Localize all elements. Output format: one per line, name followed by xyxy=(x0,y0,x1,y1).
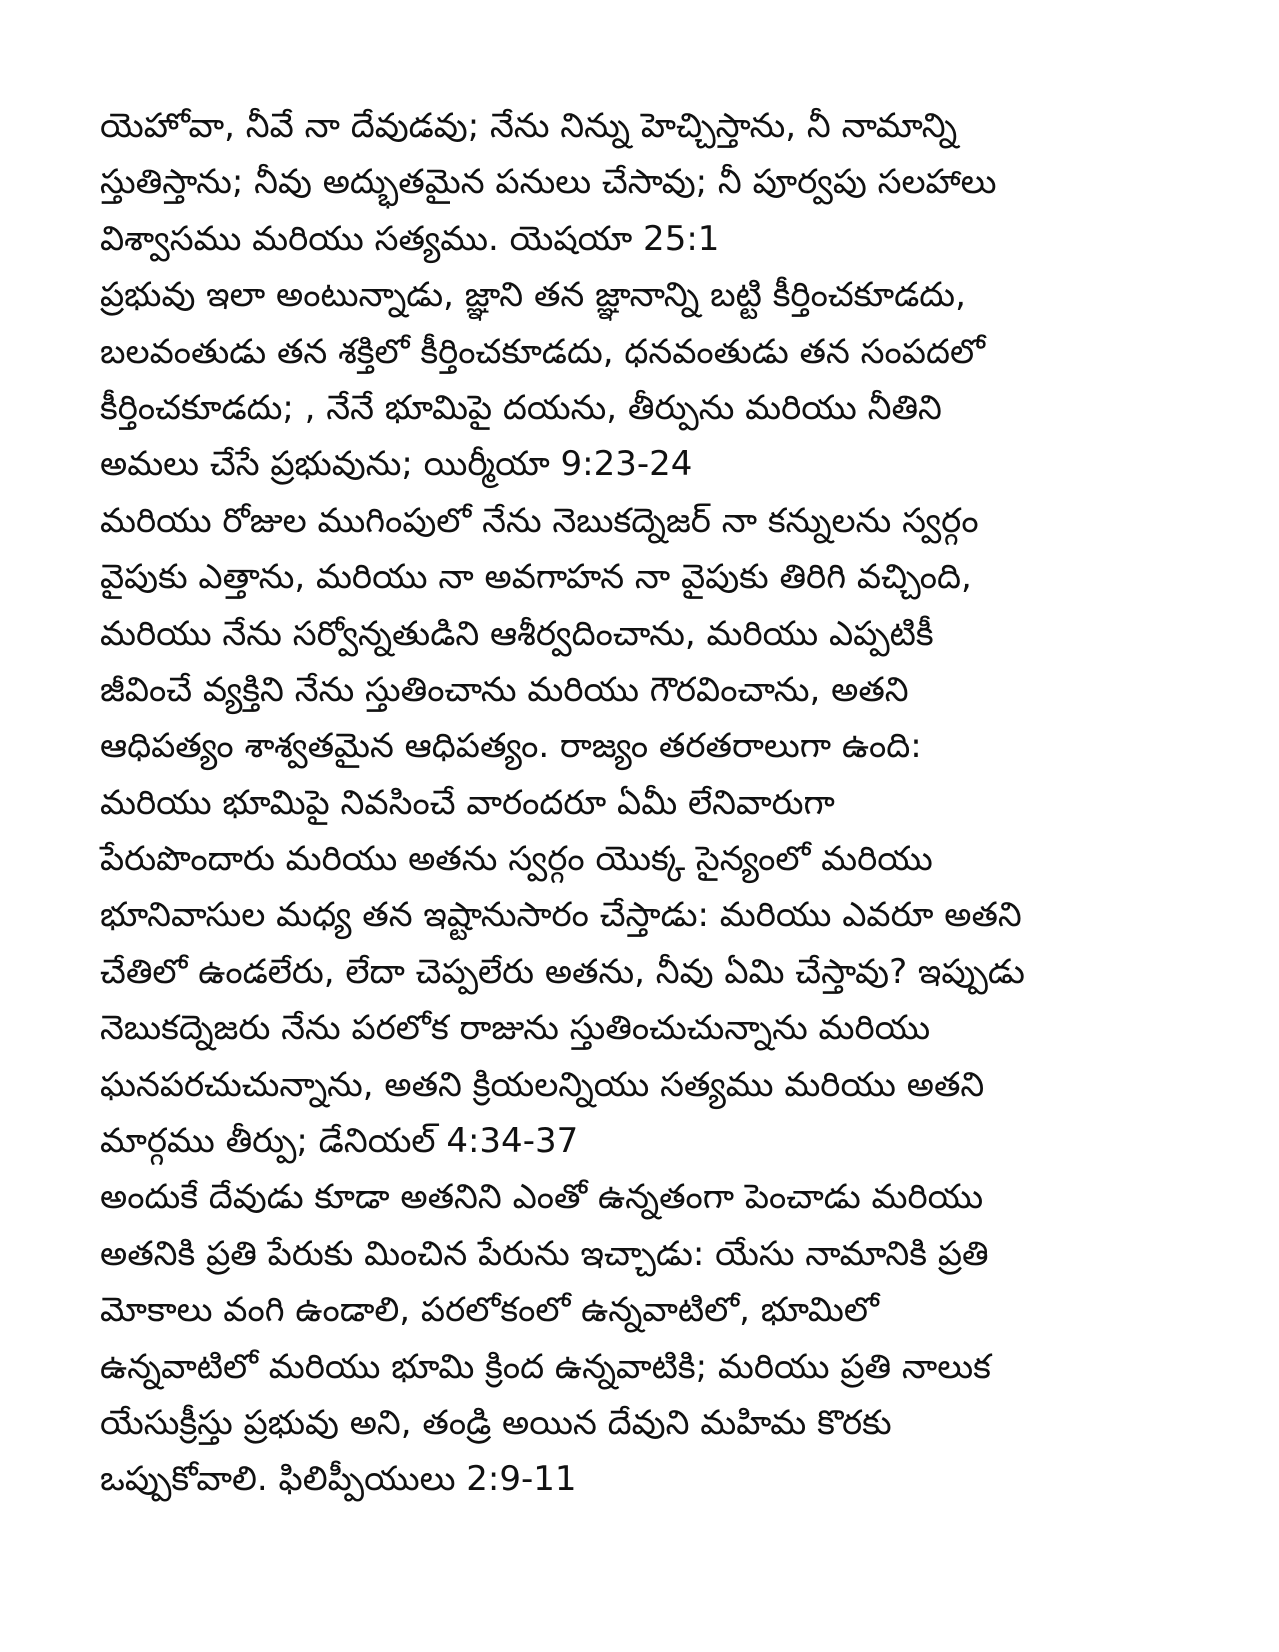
text-line: మోకాలు వంగి ఉండాలి, పరలోకంలో ఉన్నవాటిలో, భూమిలో xyxy=(100,1290,879,1331)
text-line: చేతిలో ఉండలేరు, లేదా చెప్పలేరు అతను, నీవు ఏమి చేస్తావు? ఇప్పుడు xyxy=(100,951,1025,992)
text-line: ఘనపరచుచున్నాను, అతని క్రియలన్నియు సత్యము మరియు అతని xyxy=(100,1064,985,1105)
text-line: అమలు చేసే ప్రభువును; యిర్మీయా 9:23-24 xyxy=(100,444,693,485)
text-line: భూనివాసుల మధ్య తన ఇష్టానుసారం చేస్తాడు: మరియు ఎవరూ అతని xyxy=(100,895,1022,936)
text-line: ప్రభువు ఇలా అంటున్నాడు, జ్ఞాని తన జ్ఞానాన్ని బట్టి కీర్తించకూడదు, xyxy=(100,275,966,316)
text-line: బలవంతుడు తన శక్తిలో కీర్తించకూడదు, ధనవంతుడు తన సంపదలో xyxy=(100,331,985,372)
text-line: యేసుక్రీస్తు ప్రభువు అని, తండ్రి అయిన దేవుని మహిమ కొరకు xyxy=(100,1402,892,1443)
text-line: యెహోవా, నీవే నా దేవుడవు; నేను నిన్ను హెచ్చిస్తాను, నీ నామాన్ని xyxy=(100,106,958,146)
text-line: ఉన్నవాటిలో మరియు భూమి క్రింద ఉన్నవాటికి; మరియు ప్రతి నాలుక xyxy=(100,1346,991,1387)
text-line: అతనికి ప్రతి పేరుకు మించిన పేరును ఇచ్చాడు: యేసు నామానికి ప్రతి xyxy=(100,1233,989,1274)
text-line: ఆధిపత్యం శాశ్వతమైన ఆధిపత్యం. రాజ్యం తరతరాలుగా ఉంది: xyxy=(100,726,922,767)
text-line: మరియు రోజుల ముగింపులో నేను నెబుకద్నెజర్ నా కన్నులను స్వర్గం xyxy=(100,500,979,541)
text-line: కీర్తించకూడదు; , నేనే భూమిపై దయను, తీర్పును మరియు నీతిని xyxy=(100,387,942,428)
text-line: విశ్వాసము మరియు సత్యము. యెషయా 25:1 xyxy=(100,218,720,259)
text-line: మరియు భూమిపై నివసించే వారందరూ ఏమీ లేనివారుగా xyxy=(100,782,835,823)
document-body xyxy=(100,98,1190,1508)
text-line: అందుకే దేవుడు కూడా అతనిని ఎంతో ఉన్నతంగా పెంచాడు మరియు xyxy=(100,1177,984,1218)
text-line: మరియు నేను సర్వోన్నతుడిని ఆశీర్వదించాను, మరియు ఎప్పటికీ xyxy=(100,613,934,654)
text-line: మార్గము తీర్పు; డేనియల్ 4:34-37 xyxy=(100,1121,579,1162)
text-line: పేరుపొందారు మరియు అతను స్వర్గం యొక్క సైన్యంలో మరియు xyxy=(100,839,933,880)
text-line: జీవించే వ్యక్తిని నేను స్తుతించాను మరియు గౌరవించాను, అతని xyxy=(100,669,909,710)
text-line: నెబుకద్నెజరు నేను పరలోక రాజును స్తుతించుచున్నాను మరియు xyxy=(100,1008,931,1049)
text-line: వైపుకు ఎత్తాను, మరియు నా అవగాహన నా వైపుకు తిరిగి వచ్చింది, xyxy=(100,557,972,598)
text-line: ఒప్పుకోవాలి. ఫిలిప్పీయులు 2:9-11 xyxy=(100,1459,577,1500)
text-line: స్తుతిస్తాను; నీవు అద్భుతమైన పనులు చేసావు; నీ పూర్వపు సలహాలు xyxy=(100,162,997,203)
